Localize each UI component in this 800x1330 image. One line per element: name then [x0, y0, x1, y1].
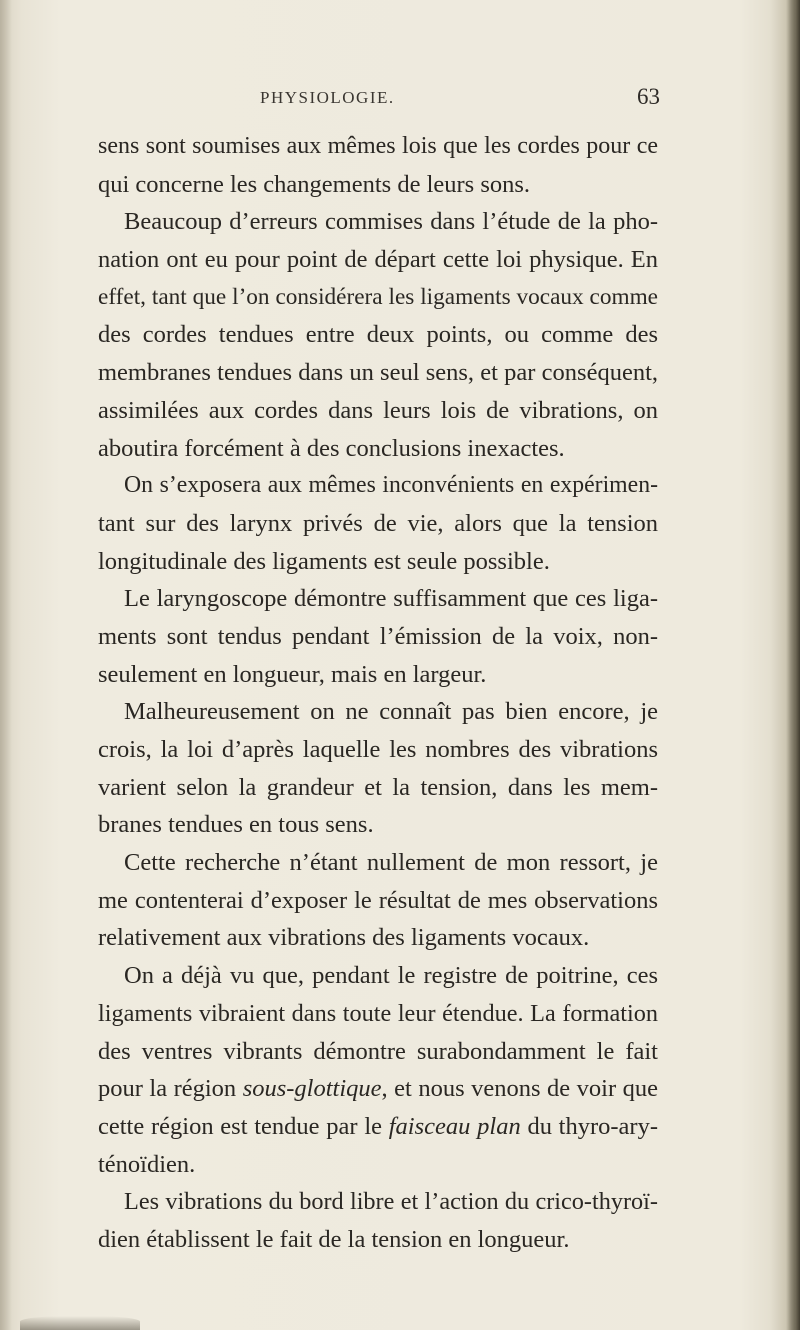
text-line: dien établissent le fait de la tension en longueur. [98, 1225, 570, 1253]
text-line: des ventres vibrants démontre surabondamment le fait [98, 1037, 658, 1065]
gutter-shadow [0, 0, 12, 1330]
text-line: aboutira forcément à des conclusions inexactes. [98, 434, 565, 462]
text-line: ligaments vibraient dans toute leur étendue. La formation [98, 999, 658, 1027]
text-line: crois, la loi d’après laquelle les nombres des vibrations [98, 736, 658, 763]
text-line: me contenterai d’exposer le résultat de mes observations [98, 886, 658, 914]
text-line: nation ont eu pour point de départ cette loi physique. En [98, 246, 658, 274]
text-line: Les vibrations du bord libre et l’action du crico-thyroï- [124, 1188, 658, 1216]
text-segment: du thyro-ary- [520, 1112, 658, 1140]
text-segment: cette région est tendue par le [98, 1112, 389, 1140]
text-line: longitudinale des ligaments est seule possible. [98, 547, 550, 575]
body-text [98, 128, 658, 1259]
text-line: varient selon la grandeur et la tension, dans les mem- [98, 773, 658, 801]
text-line: tant sur des larynx privés de vie, alors que la tension [98, 509, 658, 537]
text-line: qui concerne les changements de leurs sons. [98, 170, 531, 198]
page-edge [786, 0, 800, 1330]
page-number: 63 [637, 84, 660, 109]
text-line: Malheureusement on ne connaît pas bien encore, je [124, 698, 658, 726]
text-line: Le laryngoscope démontre suffisamment que ces liga- [124, 585, 658, 613]
text-segment: pour la région [98, 1075, 243, 1103]
text-line: On a déjà vu que, pendant le registre de poitrine, ces [124, 962, 658, 990]
text-line [98, 1108, 658, 1146]
text-line: Cette recherche n’étant nullement de mon ressort, je [124, 849, 658, 877]
text-line: branes tendues en tous sens. [98, 811, 374, 839]
text-line: effet, tant que l’on considérera les ligaments vocaux comme [98, 283, 658, 310]
text-line: relativement aux vibrations des ligaments vocaux. [98, 924, 590, 952]
text-line: ténoïdien. [98, 1150, 196, 1178]
italic-term: sous-glottique [242, 1075, 382, 1103]
text-line: Beaucoup d’erreurs commises dans l’étude de la pho- [124, 208, 658, 236]
text-line: sens sont soumises aux mêmes lois que les cordes pour ce [98, 133, 658, 159]
text-line: On s’exposera aux mêmes inconvénients en expérimen- [124, 472, 658, 499]
text-line: assimilées aux cordes dans leurs lois de vibrations, on [98, 396, 658, 424]
text-segment: , et nous venons de voir que [381, 1075, 658, 1103]
running-head [100, 84, 660, 114]
running-title: PHYSIOLOGIE. [260, 88, 395, 107]
text-line: des cordes tendues entre deux points, ou comme des [98, 321, 658, 349]
scan-smudge [20, 1316, 140, 1330]
italic-term: faisceau plan [388, 1112, 521, 1140]
text-line: seulement en longueur, mais en largeur. [98, 660, 487, 688]
text-line: membranes tendues dans un seul sens, et par conséquent, [98, 359, 658, 387]
text-line [98, 1070, 658, 1108]
text-line: ments sont tendus pendant l’émission de la voix, non- [98, 622, 658, 650]
